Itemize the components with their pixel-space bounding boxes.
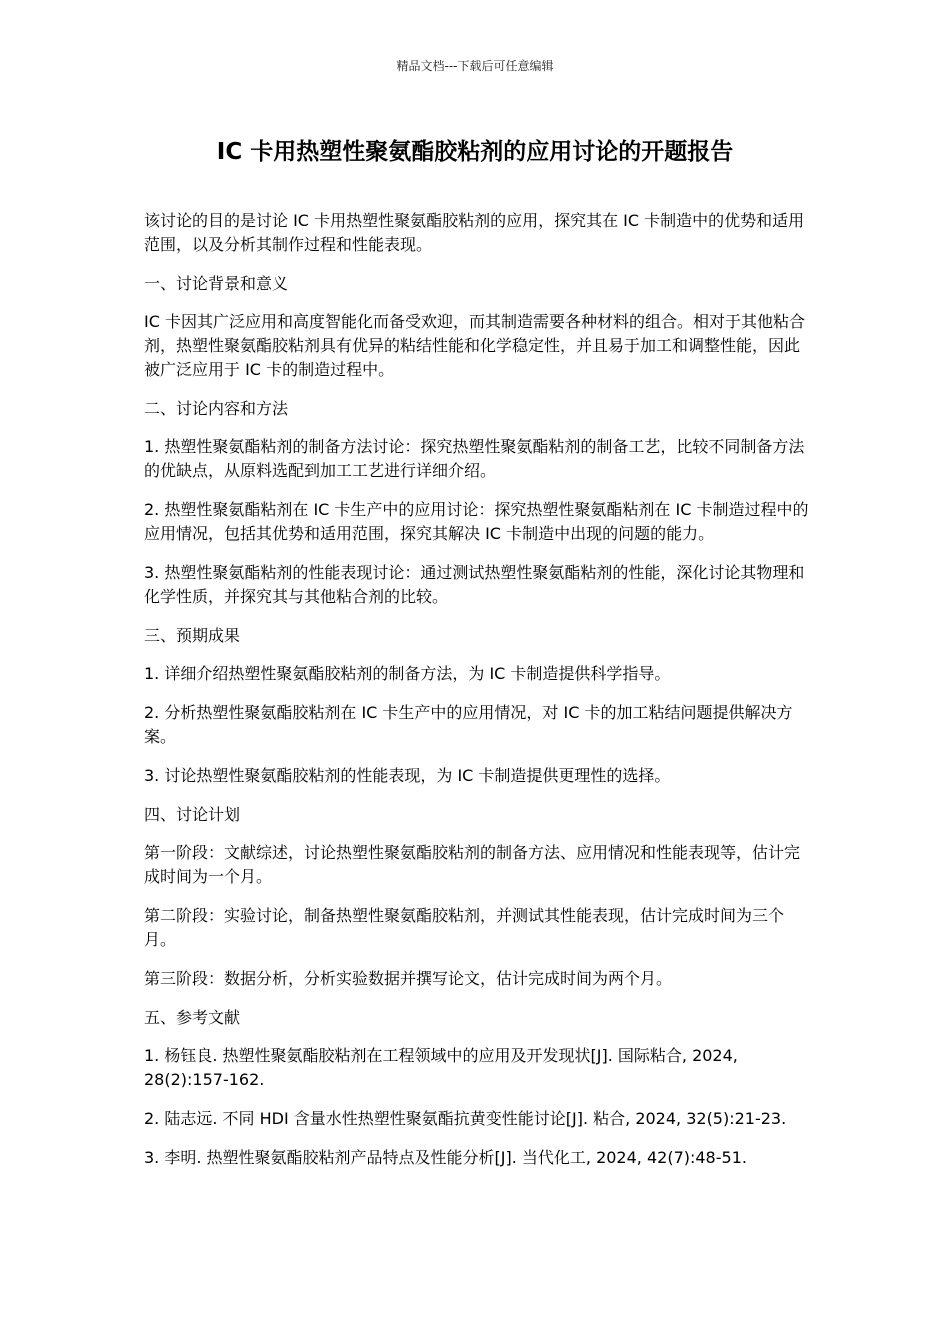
results-item-1: 1. 详细介绍热塑性聚氨酯胶粘剂的制备方法，为 IC 卡制造提供科学指导。 bbox=[144, 664, 671, 683]
plan-stage-3: 第三阶段：数据分析，分析实验数据并撰写论文，估计完成时间为两个月。 bbox=[144, 969, 673, 988]
methods-item-1: 1. 热塑性聚氨酯粘剂的制备方法讨论：探究热塑性聚氨酯粘剂的制备工艺，比较不同制备方法的优缺点，从原料选配到加工工艺进行详细介绍。 bbox=[144, 437, 805, 480]
section-heading-plan: 四、讨论计划 bbox=[144, 805, 241, 824]
section-heading-methods: 二、讨论内容和方法 bbox=[144, 399, 289, 418]
document-body bbox=[144, 209, 809, 1185]
reference-item-3: 3. 李明. 热塑性聚氨酯胶粘剂产品特点及性能分析[J]. 当代化工, 2024, 42(7):48-51. bbox=[144, 1148, 747, 1167]
document-title: IC 卡用热塑性聚氨酯胶粘剂的应用讨论的开题报告 bbox=[216, 139, 734, 165]
results-item-2: 2. 分析热塑性聚氨酯胶粘剂在 IC 卡生产中的应用情况，对 IC 卡的加工粘结问题提供解决方案。 bbox=[144, 703, 793, 746]
reference-item-1: 1. 杨钰良. 热塑性聚氨酯胶粘剂在工程领域中的应用及开发现状[J]. 国际粘合, 2024, 28(2):157-162. bbox=[144, 1046, 738, 1089]
plan-stage-2: 第二阶段：实验讨论，制备热塑性聚氨酯胶粘剂，并测试其性能表现，估计完成时间为三个月。 bbox=[144, 906, 785, 949]
plan-stage-1: 第一阶段：文献综述，讨论热塑性聚氨酯胶粘剂的制备方法、应用情况和性能表现等，估计完成时间为一个月。 bbox=[144, 843, 801, 886]
intro-paragraph: 该讨论的目的是讨论 IC 卡用热塑性聚氨酯胶粘剂的应用，探究其在 IC 卡制造中的优势和适用范围，以及分析其制作过程和性能表现。 bbox=[144, 211, 805, 254]
reference-item-2: 2. 陆志远. 不同 HDI 含量水性热塑性聚氨酯抗黄变性能讨论[J]. 粘合, 2024, 32(5):21-23. bbox=[144, 1109, 787, 1128]
section-heading-references: 五、参考文献 bbox=[144, 1008, 241, 1027]
header-note: 精品文档---下载后可任意编辑 bbox=[396, 59, 554, 73]
section-heading-results: 三、预期成果 bbox=[144, 626, 241, 645]
results-item-3: 3. 讨论热塑性聚氨酯胶粘剂的性能表现，为 IC 卡制造提供更理性的选择。 bbox=[144, 766, 671, 785]
methods-item-2: 2. 热塑性聚氨酯粘剂在 IC 卡生产中的应用讨论：探究热塑性聚氨酯粘剂在 IC 卡制造过程中的应用情况，包括其优势和适用范围，探究其解决 IC 卡制造中出现的问题的能力。 bbox=[144, 500, 809, 543]
section-heading-background: 一、讨论背景和意义 bbox=[144, 274, 289, 293]
methods-item-3: 3. 热塑性聚氨酯粘剂的性能表现讨论：通过测试热塑性聚氨酯粘剂的性能，深化讨论其物理和化学性质，并探究其与其他粘合剂的比较。 bbox=[144, 563, 805, 606]
background-paragraph: IC 卡因其广泛应用和高度智能化而备受欢迎，而其制造需要各种材料的组合。相对于其他粘合剂，热塑性聚氨酯胶粘剂具有优异的粘结性能和化学稳定性，并且易于加工和调整性能，因此被广泛应用于 IC 卡的制造过程中。 bbox=[144, 312, 805, 379]
